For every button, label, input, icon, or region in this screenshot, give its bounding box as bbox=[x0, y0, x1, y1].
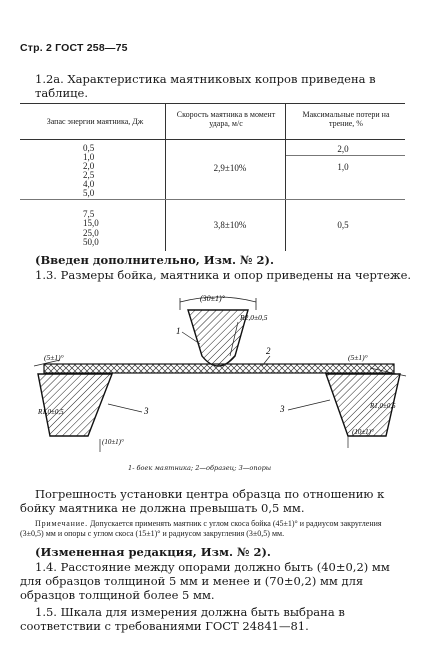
loss-group-2: 0,5 bbox=[337, 220, 349, 230]
specimen-shape bbox=[44, 364, 394, 373]
speed-group-1: 2,9±10% bbox=[213, 163, 247, 173]
dim-radius-top: R2,0±0,5 bbox=[240, 313, 268, 322]
note-changed: (Измененная редакция, Изм. № 2). bbox=[35, 545, 271, 559]
energies-group-2: 7,5 15,0 25,0 50,0 bbox=[83, 209, 99, 247]
label-specimen: 2 bbox=[266, 346, 271, 356]
loss-group-1b: 1,0 bbox=[337, 162, 349, 172]
pendulum-drawing bbox=[30, 284, 420, 474]
note-text: Допускается применять маятник с углом скоса бойка (45±1)° и радиусом закругления (3±0,5) мм и опоры с углом скоса (15±1)° и радиусом закругления (3±0,5) мм. bbox=[20, 519, 382, 538]
header-energy: Запас энергии маятника, Дж bbox=[46, 117, 144, 126]
label-support-right: 3 bbox=[280, 404, 285, 414]
note-introduced: (Введен дополнительно, Изм. № 2). bbox=[35, 253, 274, 267]
paragraph-1-3: 1.3. Размеры бойка, маятника и опор приведены на чертеже. bbox=[35, 268, 412, 282]
energies-group-1: 0,5 1,0 2,0 2,5 4,0 5,0 bbox=[83, 143, 95, 199]
dim-radius-left: R1,0±0,5 bbox=[38, 408, 64, 416]
dim-bottom-right: (10±1)° bbox=[352, 428, 374, 436]
dim-top-angle: (30±1)° bbox=[200, 294, 225, 303]
dim-bottom-left: (10±1)° bbox=[102, 438, 124, 446]
speed-group-2: 3,8±10% bbox=[213, 220, 247, 230]
header-speed: Скорость маятника в момент удара, м/с bbox=[176, 110, 276, 128]
striker-shape bbox=[180, 297, 256, 366]
drawing-caption: 1- боек маятника; 2—образец; 3—опоры bbox=[128, 464, 272, 472]
note-primechanie bbox=[20, 519, 406, 539]
dim-right-angle: (5±1)° bbox=[348, 353, 368, 362]
loss-group-1a: 2,0 bbox=[337, 144, 349, 154]
label-striker: 1 bbox=[176, 326, 181, 336]
label-support-left: 3 bbox=[144, 406, 149, 416]
paragraph-accuracy: Погрешность установки центра образца по отношению к бойку маятника не должна превышать 0,5 мм. bbox=[20, 487, 385, 515]
note-label: Примечание. bbox=[35, 519, 88, 528]
paragraph-1-5: 1.5. Шкала для измерения должна быть выбрана в соответствии с требованиями ГОСТ 24841—81. bbox=[20, 605, 345, 633]
paragraph-1-2a: 1.2а. Характеристика маятниковых копров приведена в таблице. bbox=[35, 72, 376, 100]
dim-left-angle: (5±1)° bbox=[44, 353, 64, 362]
paragraph-1-4: 1.4. Расстояние между опорами должно быть (40±0,2) мм для образцов толщиной 5 мм и менее и (70±0,2) мм для образцов толщиной более 5 мм. bbox=[20, 560, 390, 602]
page-header: Стр. 2 ГОСТ 258—75 bbox=[20, 42, 128, 54]
dim-radius-right: R1,0±0,5 bbox=[370, 402, 396, 410]
header-loss: Максимальные потери на трение, % bbox=[302, 110, 390, 128]
